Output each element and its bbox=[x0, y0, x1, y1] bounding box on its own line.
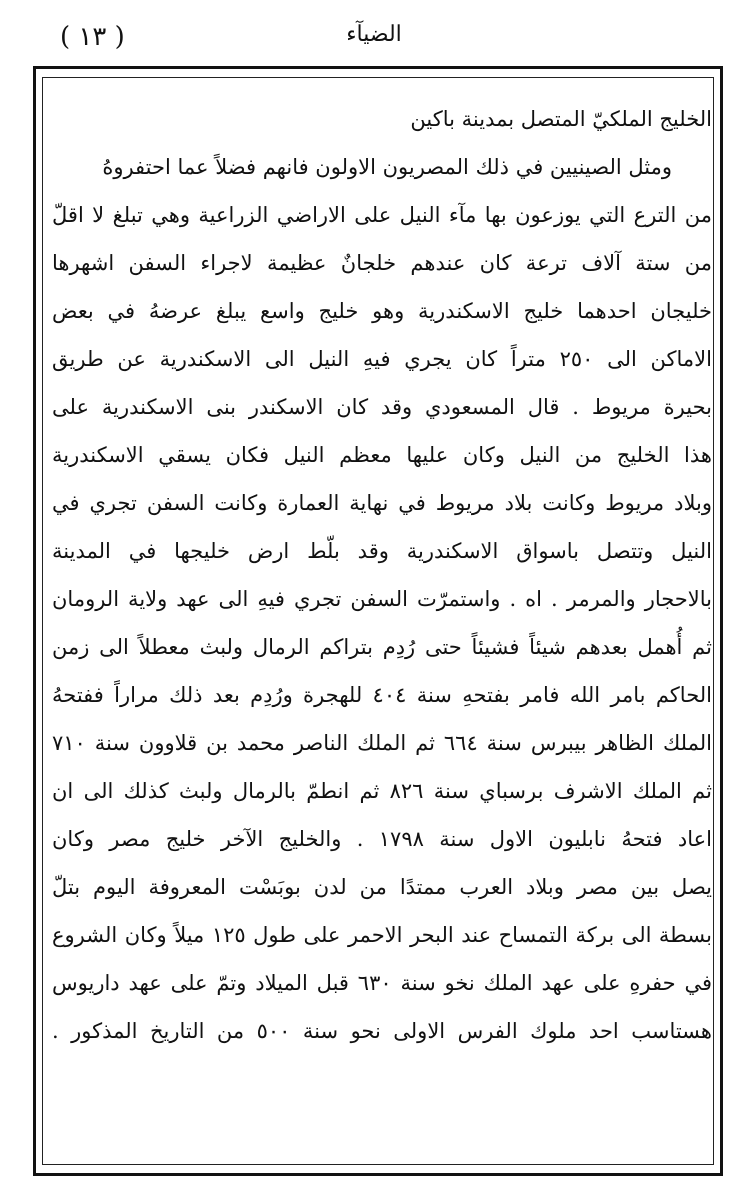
text-line: خليجان احدهما خليج الاسكندرية وهو خليج واسع يبلغ عرضهُ في بعض bbox=[52, 299, 712, 323]
page-header bbox=[0, 22, 748, 62]
text-line: الخليج الملكيّ المتصل بمدينة باكين bbox=[410, 107, 712, 131]
text-line: بالاحجار والمرمر . اه . واستمرّت السفن تجري فيهِ الى عهد ولاية الرومان bbox=[52, 587, 712, 611]
text-line: ومثل الصينيين في ذلك المصريون الاولون فانهم فضلاً عما احتفروهُ bbox=[102, 155, 672, 179]
text-line: في حفرهِ على عهد الملك نخو سنة ٦٣٠ قبل الميلاد وتمّ على عهد داريوس bbox=[52, 971, 712, 995]
text-line: الاماكن الى ٢٥٠ متراً كان يجري فيهِ النيل الى الاسكندرية عن طريق bbox=[52, 347, 712, 371]
running-title: الضيآء bbox=[346, 22, 402, 47]
text-line: هذا الخليج من النيل وكان عليها معظم النيل فكان يسقي الاسكندرية bbox=[52, 443, 712, 467]
page-number: ( ١٣ ) bbox=[60, 22, 125, 52]
text-line: بسطة الى بركة التمساح عند البحر الاحمر على طول ١٢٥ ميلاً وكان الشروع bbox=[52, 923, 712, 947]
text-line: النيل وتتصل باسواق الاسكندرية وقد بلّط ارض خليجها في المدينة bbox=[52, 539, 712, 563]
text-line: ثم أُهمل بعدهم شيئاً فشيئاً حتى رُدِم بتراكم الرمال ولبث معطلاً الى زمن bbox=[52, 635, 712, 659]
text-line: يصل بين مصر وبلاد العرب ممتدًا من لدن بوبَسْت المعروفة اليوم بتلّ bbox=[52, 875, 712, 899]
text-line: بحيرة مريوط . قال المسعودي وقد كان الاسكندر بنى الاسكندرية على bbox=[52, 395, 712, 419]
text-line: الحاكم بامر الله فامر بفتحهِ سنة ٤٠٤ للهجرة ورُدِم بعد ذلك مراراً ففتحهُ bbox=[52, 683, 712, 707]
text-line: هستاسب احد ملوك الفرس الاولى نحو سنة ٥٠٠ من التاريخ المذكور . bbox=[52, 1019, 712, 1043]
text-line: ثم الملك الاشرف برسباي سنة ٨٢٦ ثم انطمّ بالرمال ولبث كذلك الى ان bbox=[52, 779, 712, 803]
text-line: من ستة آلاف ترعة كان عندهم خلجانٌ عظيمة لاجراء السفن اشهرها bbox=[52, 251, 712, 275]
text-line: من الترع التي يوزعون بها مآء النيل على الاراضي الزراعية وهي تبلغ لا اقلّ bbox=[52, 203, 712, 227]
body-text bbox=[52, 95, 712, 1055]
text-line: اعاد فتحهُ نابليون الاول سنة ١٧٩٨ . والخليج الآخر خليج مصر وكان bbox=[52, 827, 712, 851]
text-line: الملك الظاهر بيبرس سنة ٦٦٤ ثم الملك الناصر محمد بن قلاوون سنة ٧١٠ bbox=[52, 731, 712, 755]
text-line: وبلاد مريوط وكانت بلاد مريوط في نهاية العمارة وكانت السفن تجري في bbox=[52, 491, 712, 515]
